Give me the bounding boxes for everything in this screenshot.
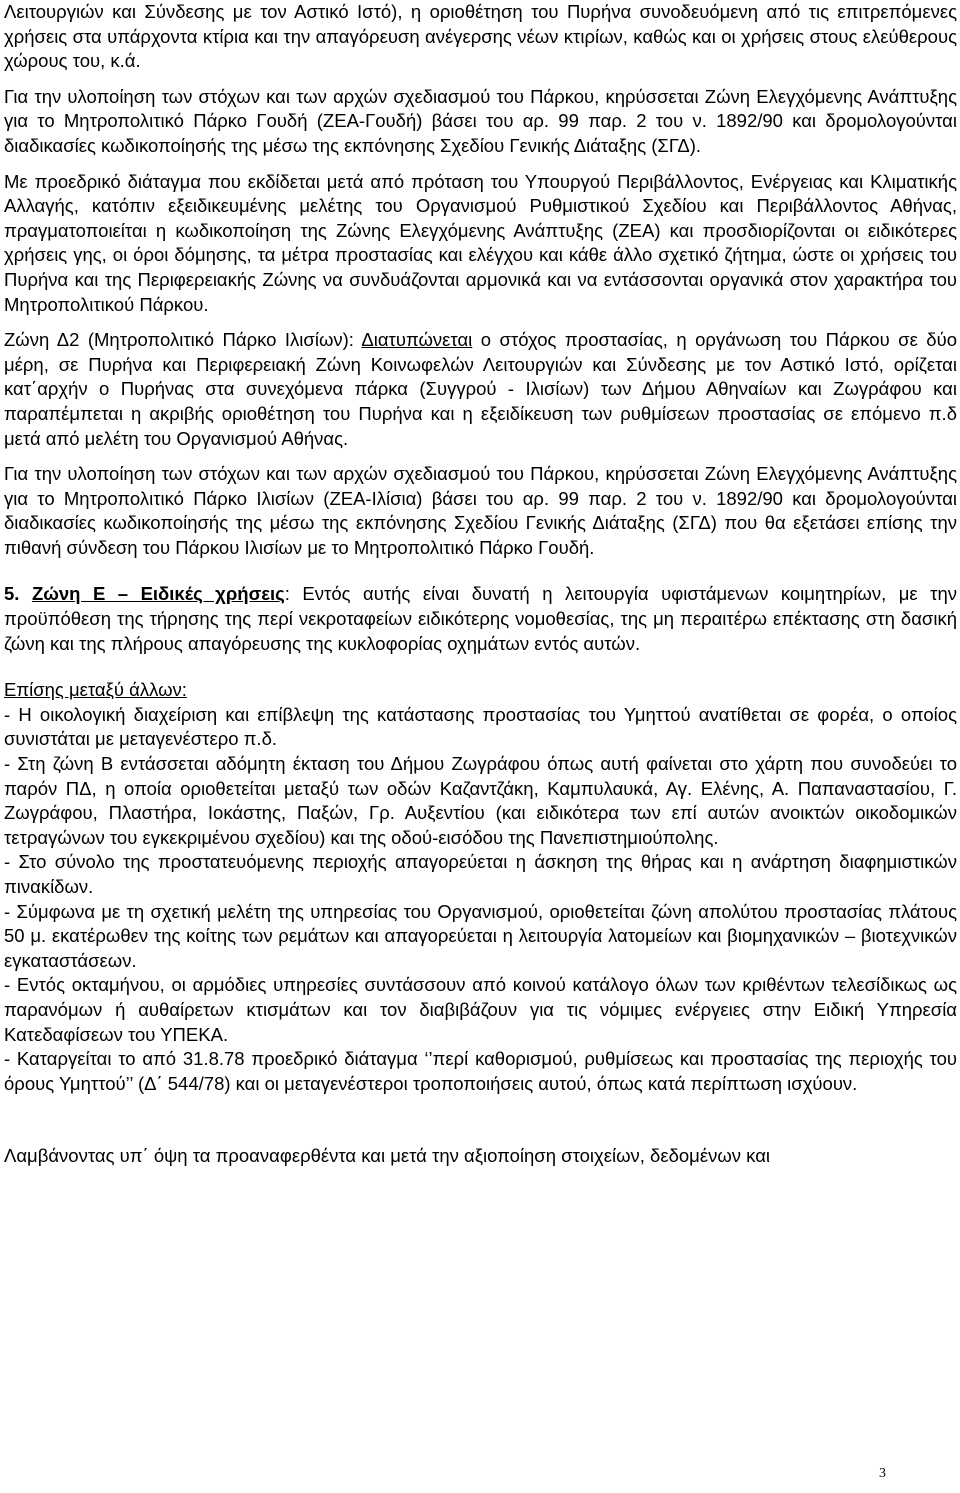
paragraph-zea-goudi: Για την υλοποίηση των στόχων και των αρχών σχεδιασμού του Πάρκου, κηρύσσεται Ζώνη Ελεγχόμενης Ανάπτυξης για το Μητροπολιτικό Πάρκο Γουδή (ΖΕΑ-Γουδή) βάσει του αρ. 99 παρ. 2 του ν. 1892/90 και δρομολογούνται διαδικασίες κωδικοποίησής της μέσω της εκπόνησης Σχεδίου Γενικής Διάταξης (ΣΓΔ). <box>4 85 957 156</box>
also-among-others-label: Επίσης μεταξύ άλλων: <box>4 679 187 701</box>
paragraph-core-zone-description: Λειτουργιών και Σύνδεσης με τον Αστικό Ιστό), η οριοθέτηση του Πυρήνα συνοδευόμενη από τις επιτρεπόμενες χρήσεις στα υπάρχοντα κτίρια και την απαγόρευση ανέγερσης νέων κτιρίων, καθώς και οι χρήσεις στους ελεύθερους χώρους του, κ.ά. <box>4 1 957 72</box>
paragraph-zone-e <box>4 582 957 656</box>
zone-e-heading: Ζώνη Ε – Ειδικές χρήσεις <box>31 583 285 605</box>
list-item-illegal-buildings: - Εντός οκταμήνου, οι αρμόδιες υπηρεσίες συντάσσουν από κοινού κατάλογο όλων των κριθέντων τελεσίδικως ως παρανόμων ή αυθαίρετων κτισμάτων και τον διαβιβάζουν για τις νόμιμες ενέργειες στην Ειδική Υπηρεσία Κατεδαφίσεων του ΥΠΕΚΑ. <box>4 974 957 1045</box>
zone-e-rest: Εντός αυτής είναι δυνατή η λειτουργία υφιστάμενων κοιμητηρίων, με την προϋπόθεση της τήρησης της περί νεκροταφείων ειδικότερης νομοθεσίας, της μη περαιτέρω επέκτασης στη δασική ζώνη και της πλήρους απαγόρευσης της κυκλοφορίας οχημάτων εντός αυτών. <box>4 583 958 654</box>
paragraph-taking-into-account: Λαμβάνοντας υπ΄ όψη τα προαναφερθέντα και μετά την αξιοποίηση στοιχείων, δεδομένων και <box>4 1145 771 1167</box>
zone-e-colon: : <box>284 583 290 605</box>
zone-d2-underlined-word: Διατυπώνεται <box>361 329 473 351</box>
paragraph-also-among-others <box>4 678 957 703</box>
list-item-ecological-management: - Η οικολογική διαχείριση και επίβλεψη της κατάστασης προστασίας του Υμηττού ανατίθεται σε φορέα, ο οποίος συνιστάται με μεταγενέστερο π.δ. <box>4 703 957 750</box>
list-item-zone-b-zografou: - Στη ζώνη Β εντάσσεται αδόμητη έκταση του Δήμου Ζωγράφου όπως αυτή φαίνεται στο χάρτη που συνοδεύει το παρόν ΠΔ, η οποία οριοθετείται μεταξύ των οδών Καζαντζάκη, Καμπυλαυκά, Αγ. Ελένης, Α. Παπαναστασίου, Γ. Ζωγράφου, Πλαστήρα, Ιοκάστης, Παξών, Γρ. Αυξεντίου (και ειδικότερα των επί αυτών ανοικτών οικοδομικών τετραγώνων του εγκεκριμένου σχεδίου) και της οδού-εισόδου της Πανεπιστημιούπολης. <box>4 753 957 848</box>
list-item-decree-repeal: - Καταργείται το από 31.8.78 προεδρικό διάταγμα ‘’περί καθορισμού, ρυθμίσεως και προστασίας της περιοχής του όρους Υμηττού’’ (Δ΄ 544/78) και οι μεταγενέστεροι τροποποιήσεις αυτού, όπως κατά περίπτωση ισχύουν. <box>4 1048 957 1094</box>
zone-d2-intro: Ζώνη Δ2 (Μητροπολιτικό Πάρκο Ιλισίων): <box>4 329 362 351</box>
zone-e-number: 5. <box>4 583 32 605</box>
list-item-stream-protection: - Σύμφωνα με τη σχετική μελέτη της υπηρεσίας του Οργανισμού, οριοθετείται ζώνη απολύτου προστασίας πλάτους 50 μ. εκατέρωθεν της κοίτης των ρεμάτων και απαγορεύεται η λειτουργία λατομείων και βιομηχανικών – βιοτεχνικών εγκαταστάσεων. <box>4 900 957 971</box>
zone-d2-rest: ο στόχος προστασίας, η οργάνωση του Πάρκου σε δύο μέρη, σε Πυρήνα και Περιφερειακή Ζώνη Κοινωφελών Λειτουργιών και Σύνδεσης με τον Αστικό Ιστό, ορίζεται κατ΄αρχήν ο Πυρήνας στα συνεχόμενα πάρκα (Συγγρού - Ιλισίων) των Δήμου Αθηναίων και Ζωγράφου και παραπέμπεται η ακριβής οριοθέτηση του Πυρήνα και η εξειδίκευση των ρυθμίσεων προστασίας σε επόμενο π.δ μετά από μελέτη του Οργανισμού Αθήνας. <box>4 329 957 449</box>
page-number: 3 <box>879 1466 886 1481</box>
paragraph-zone-d2 <box>4 328 957 451</box>
paragraph-presidential-decree: Με προεδρικό διάταγμα που εκδίδεται μετά από πρόταση του Υπουργού Περιβάλλοντος, Ενέργειας και Κλιματικής Αλλαγής, κατόπιν εξειδικευμένης μελέτης του Οργανισμού Ρυθμιστικού Σχεδίου και Περιβάλλοντος Αθήνας, πραγματοποιείται η κωδικοποίηση της Ζώνης Ελεγχόμενης Ανάπτυξης (ΖΕΑ) και προσδιορίζονται οι ειδικότερες χρήσεις γης, οι όροι δόμησης, τα μέτρα προστασίας και ελέγχου και κάθε άλλο σχετικό ζήτημα, ώστε οι χρήσεις του Πυρήνα και της Περιφερειακής Ζώνης να συνδυάζονται αρμονικά και να εντάσσονται οργανικά στον χαρακτήρα του Μητροπολιτικού Πάρκου. <box>4 170 957 315</box>
paragraph-zea-ilisia: Για την υλοποίηση των στόχων και των αρχών σχεδιασμού του Πάρκου, κηρύσσεται Ζώνη Ελεγχόμενης Ανάπτυξης για το Μητροπολιτικό Πάρκο Ιλισίων (ΖΕΑ-Ιλίσια) βάσει του αρ. 99 παρ. 2 του ν. 1892/90 και δρομολογούνται διαδικασίες κωδικοποίησής της μέσω της εκπόνησης Σχεδίου Γενικής Διάταξης (ΣΓΔ) που θα εξετάσει επίσης την πιθανή σύνδεση του Πάρκου Ιλισίων με το Μητροπολιτικό Πάρκο Γουδή. <box>4 463 957 558</box>
list-item-hunting-ban: - Στο σύνολο της προστατευόμενης περιοχής απαγορεύεται η άσκηση της θήρας και η ανάρτηση διαφημιστικών πινακίδων. <box>4 851 957 897</box>
